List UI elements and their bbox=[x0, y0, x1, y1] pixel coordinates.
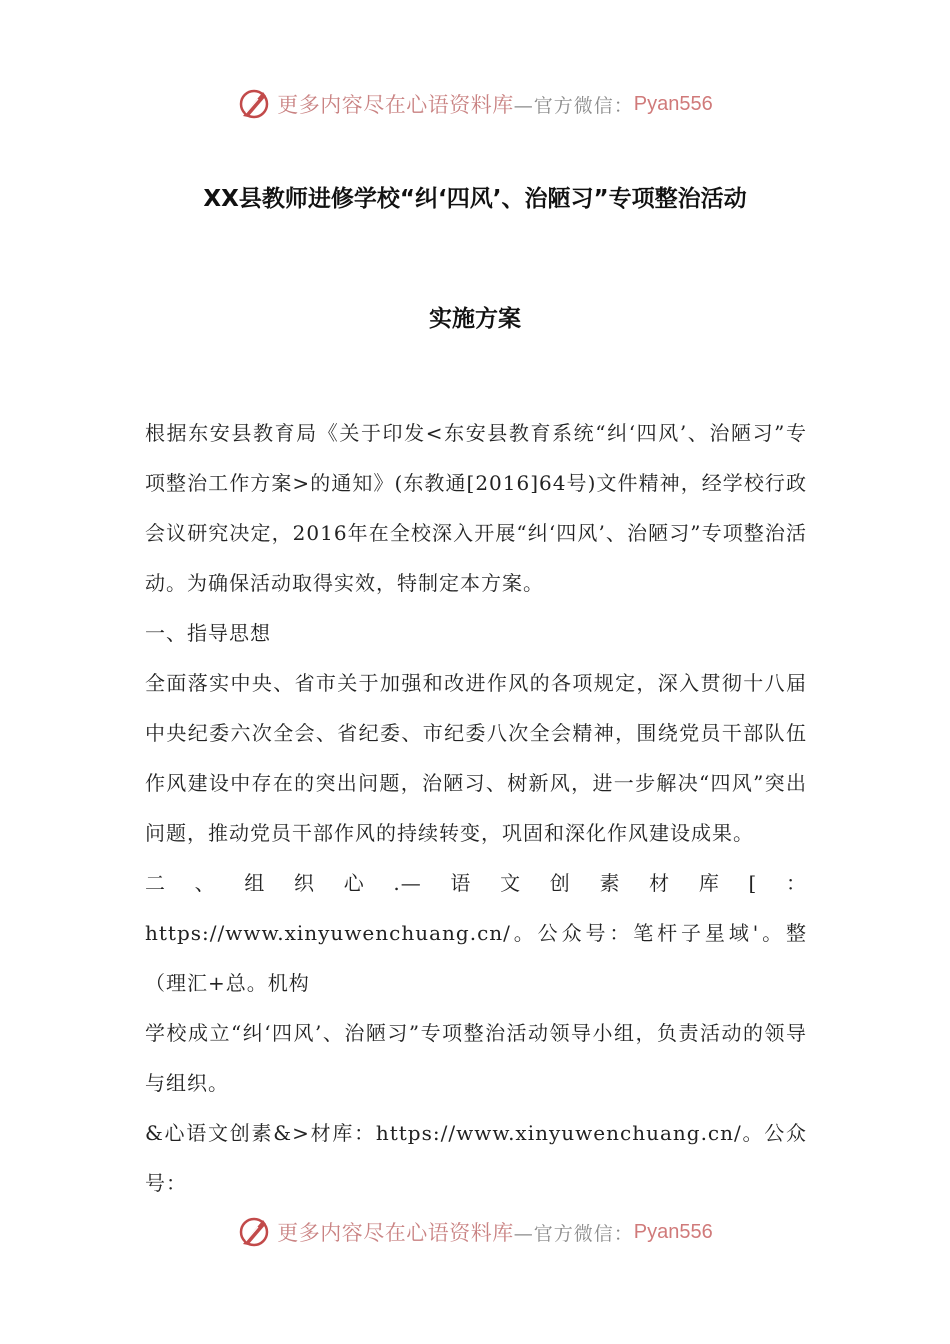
document-body bbox=[145, 408, 807, 1208]
tail-paragraph: &心语文创素&>材库：https://www.xinyuwenchuang.cn/。公众号： bbox=[145, 1121, 807, 1195]
document-title: XX县教师进修学校“纠‘四风’、治陋习”专项整治活动 bbox=[203, 186, 747, 212]
section1-heading: 一、指导思想 bbox=[145, 621, 271, 645]
banner-suffix-text: —官方微信： bbox=[513, 1222, 634, 1245]
watermark-banner-top bbox=[0, 84, 950, 124]
quill-logo-icon bbox=[237, 1215, 271, 1249]
banner-main-text: 更多内容尽在心语资料库 bbox=[277, 93, 514, 117]
section1-paragraph: 全面落实中央、省市关于加强和改进作风的各项规定，深入贯彻十八届中央纪委六次全会、省纪委、市纪委八次全会精神，围绕党员干部队伍作风建设中存在的突出问题，治陋习、树新风，进一步解决“四风”突出问题，推动党员干部作风的持续转变，巩固和深化作风建设成果。 bbox=[145, 671, 807, 845]
section2-heading: 二、组织心.—语文创素材库[：https://www.xinyuwenchuang.cn/。公众号：笔杆子星域'。整（理汇+总。机构 bbox=[145, 871, 807, 995]
banner-main-text: 更多内容尽在心语资料库 bbox=[277, 1221, 514, 1245]
banner-wechat-id: Pyan556 bbox=[633, 92, 713, 115]
document-subtitle: 实施方案 bbox=[429, 306, 521, 332]
intro-paragraph: 根据东安县教育局《关于印发<东安县教育系统“纠‘四风’、治陋习”专项整治工作方案>的通知》(东教通[2016]64号)文件精神，经学校行政会议研究决定，2016年在全校深入开展“纠‘四风’、治陋习”专项整治活动。为确保活动取得实效，特制定本方案。 bbox=[145, 421, 807, 595]
section2-paragraph: 学校成立“纠‘四风’、治陋习”专项整治活动领导小组，负责活动的领导与组织。 bbox=[145, 1021, 807, 1095]
banner-suffix-text: —官方微信： bbox=[513, 94, 634, 117]
quill-logo-icon bbox=[237, 87, 271, 121]
banner-wechat-id: Pyan556 bbox=[633, 1220, 713, 1243]
watermark-banner-bottom bbox=[0, 1212, 950, 1252]
